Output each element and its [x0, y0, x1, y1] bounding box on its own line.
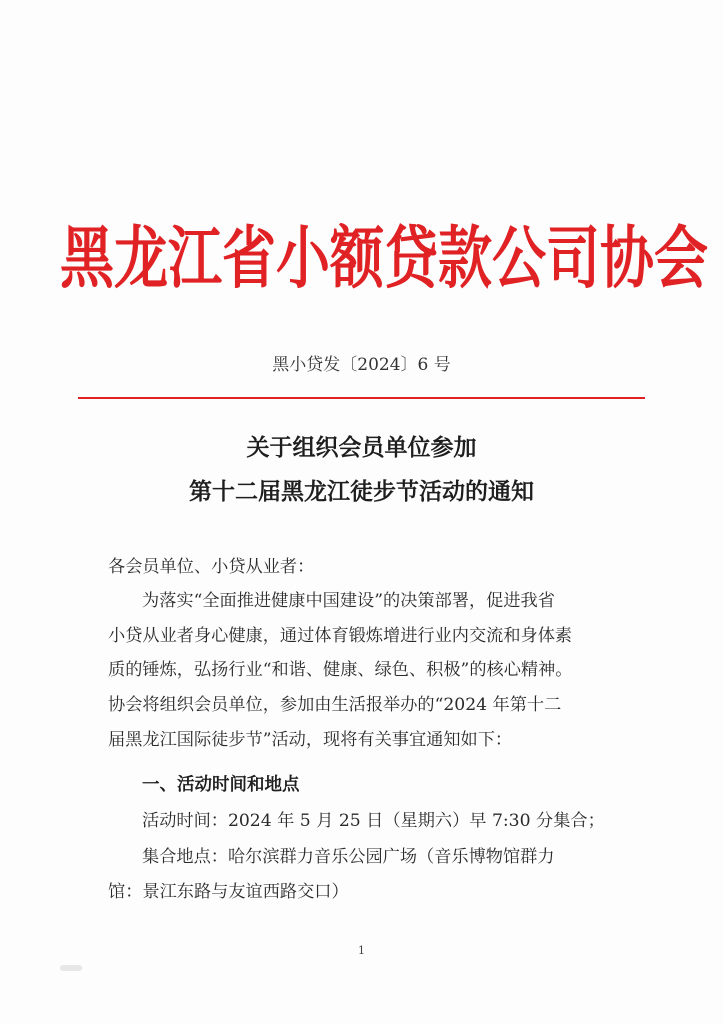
paragraph-line: 质的锤炼，弘扬行业“和谐、健康、绿色、积极”的核心精神。 — [108, 660, 573, 680]
paragraph-line: 届黑龙江国际徒步节”活动，现将有关事宜通知如下： — [108, 730, 513, 750]
letterhead-title: 黑龙江省小额贷款公司协会 — [60, 217, 708, 298]
paragraph-line: 小贷从业者身心健康，通过体育锻炼增进行业内交流和身体素 — [108, 626, 573, 646]
paragraph-line: 为落实“全面推进健康中国建设”的决策部署，促进我省 — [142, 591, 555, 611]
notice-title-line-1: 关于组织会员单位参加 — [246, 434, 477, 461]
notice-title-line-2: 第十二届黑龙江徒步节活动的通知 — [189, 478, 534, 505]
scan-smudge — [60, 965, 82, 971]
meeting-place-line: 集合地点：哈尔滨群力音乐公园广场（音乐博物馆群力 — [142, 847, 555, 867]
paragraph-line: 协会将组织会员单位，参加由生活报举办的“2024 年第十二 — [108, 695, 562, 715]
letterhead-red-divider — [78, 397, 645, 399]
section-heading-time-place: 一、活动时间和地点 — [142, 775, 300, 795]
page-number: 1 — [358, 944, 365, 957]
meeting-place-line-continued: 馆：景江东路与友谊西路交口） — [108, 882, 349, 902]
activity-time-line: 活动时间：2024 年 5 月 25 日（星期六）早 7:30 分集合； — [142, 811, 605, 831]
document-number: 黑小贷发〔2024〕6 号 — [272, 355, 451, 375]
salutation: 各会员单位、小贷从业者： — [108, 557, 315, 577]
